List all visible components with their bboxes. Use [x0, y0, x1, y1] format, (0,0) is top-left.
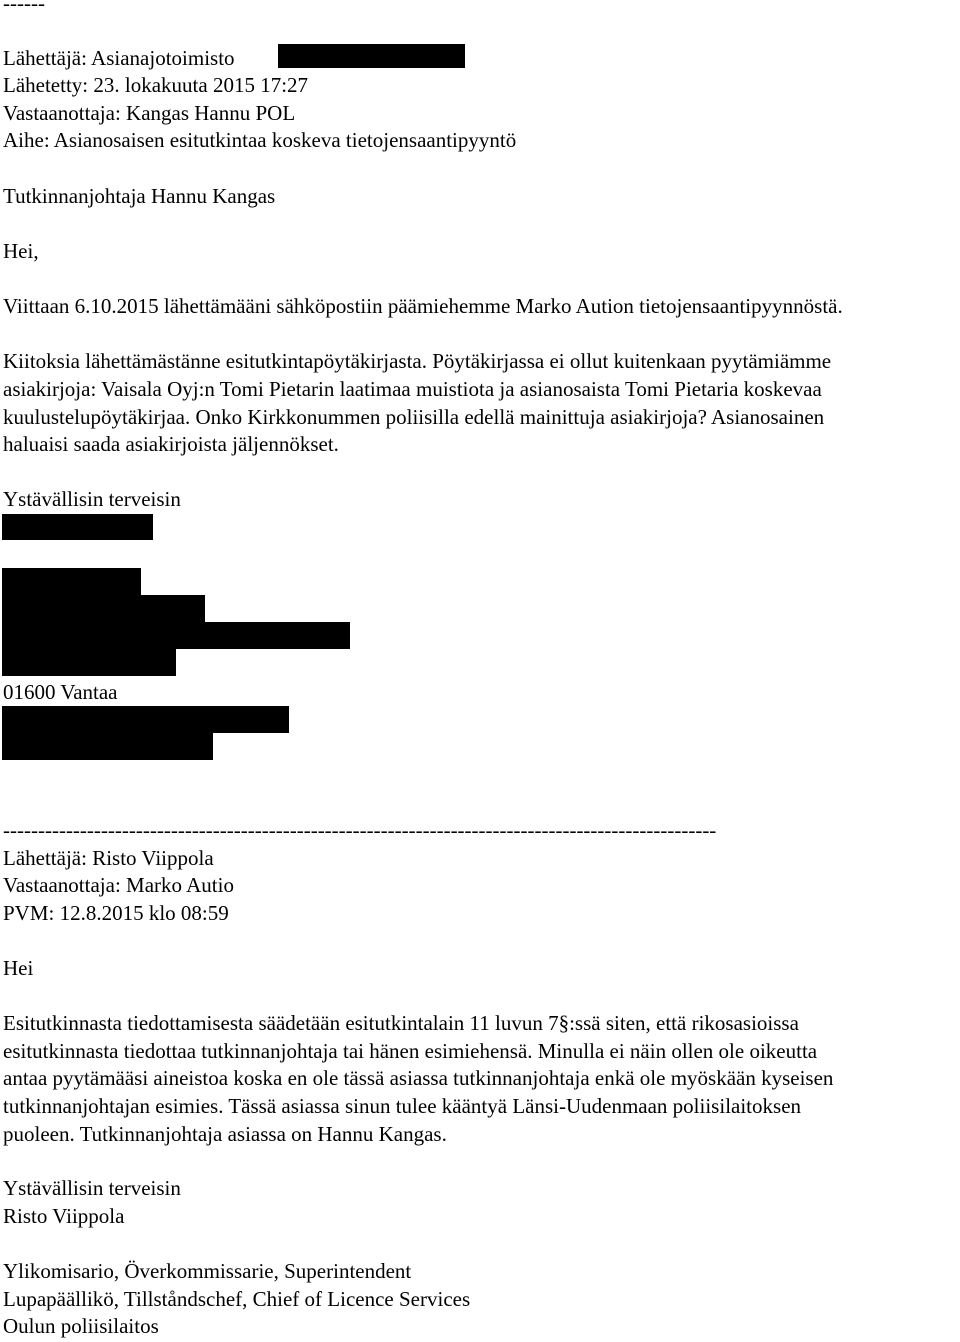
paragraph-line: Esitutkinnasta tiedottamisesta säädetään esitutkintalain 11 luvun 7§:ssä siten, että rikosasioissa	[3, 1011, 799, 1035]
paragraph-line: Kiitoksia lähettämästänne esitutkintapöytäkirjasta. Pöytäkirjassa ei ollut kuitenkaan pyytämiämme	[3, 349, 832, 373]
redaction-block	[2, 595, 205, 622]
greeting: Hei	[3, 956, 34, 980]
top-rule: ------	[3, 0, 45, 15]
paragraph-line: kuulustelupöytäkirjaa. Onko Kirkkonummen poliisilla edellä mainittuja asiakirjoja? Asianosainen	[3, 405, 825, 429]
header-subject: Aihe: Asianosaisen esitutkintaa koskeva tietojensaantipyyntö	[3, 128, 517, 152]
closing: Ystävällisin terveisin	[3, 1176, 181, 1200]
paragraph-line: haluaisi saada asiakirjoista jäljennökset.	[3, 432, 339, 456]
signer-title: Lupapäällikö, Tillståndschef, Chief of Licence Services	[3, 1287, 471, 1311]
redaction-block	[2, 622, 350, 649]
redaction-block	[278, 44, 465, 68]
redaction-block	[2, 568, 141, 595]
signer-organization: Oulun poliisilaitos	[3, 1314, 159, 1338]
header-to: Vastaanottaja: Marko Autio	[3, 873, 234, 897]
header-from: Lähettäjä: Asianajotoimisto	[3, 46, 235, 70]
paragraph-line: asiakirjoja: Vaisala Oyj:n Tomi Pietarin laatimaa muistiota ja asianosaista Tomi Pietaria koskevaa	[3, 377, 822, 401]
header-from: Lähettäjä: Risto Viippola	[3, 846, 214, 870]
paragraph-line: esitutkinnasta tiedottaa tutkinnanjohtaja tai hänen esimiehensä. Minulla ei näin ollen ole oikeutta	[3, 1039, 818, 1063]
signer-title: Ylikomisario, Överkommissarie, Superintendent	[3, 1259, 412, 1283]
closing: Ystävällisin terveisin	[3, 487, 181, 511]
redaction-block	[2, 706, 289, 733]
city-line: 01600 Vantaa	[3, 680, 118, 704]
header-sent: Lähetetty: 23. lokakuuta 2015 17:27	[3, 73, 309, 97]
addressee-line: Tutkinnanjohtaja Hannu Kangas	[3, 184, 276, 208]
paragraph: Viittaan 6.10.2015 lähettämääni sähköpostiin päämiehemme Marko Aution tietojensaantipyynnöstä.	[3, 294, 843, 318]
paragraph-line: tutkinnanjohtajan esimies. Tässä asiassa sinun tulee kääntyä Länsi-Uudenmaan poliisilaitoksen	[3, 1094, 802, 1118]
signer-name: Risto Viippola	[3, 1204, 125, 1228]
redaction-block	[2, 514, 153, 540]
greeting: Hei,	[3, 239, 39, 263]
redaction-block	[2, 649, 176, 676]
paragraph-line: puoleen. Tutkinnanjohtaja asiassa on Hannu Kangas.	[3, 1122, 447, 1146]
header-date: PVM: 12.8.2015 klo 08:59	[3, 901, 229, 925]
redaction-block	[2, 733, 213, 760]
header-to: Vastaanottaja: Kangas Hannu POL	[3, 101, 296, 125]
divider-line: ------------------------------------------------------------------------------------------------------	[3, 818, 717, 842]
paragraph-line: antaa pyytämääsi aineistoa koska en ole tässä asiassa tutkinnanjohtaja enkä ole myöskään kyseisen	[3, 1066, 834, 1090]
